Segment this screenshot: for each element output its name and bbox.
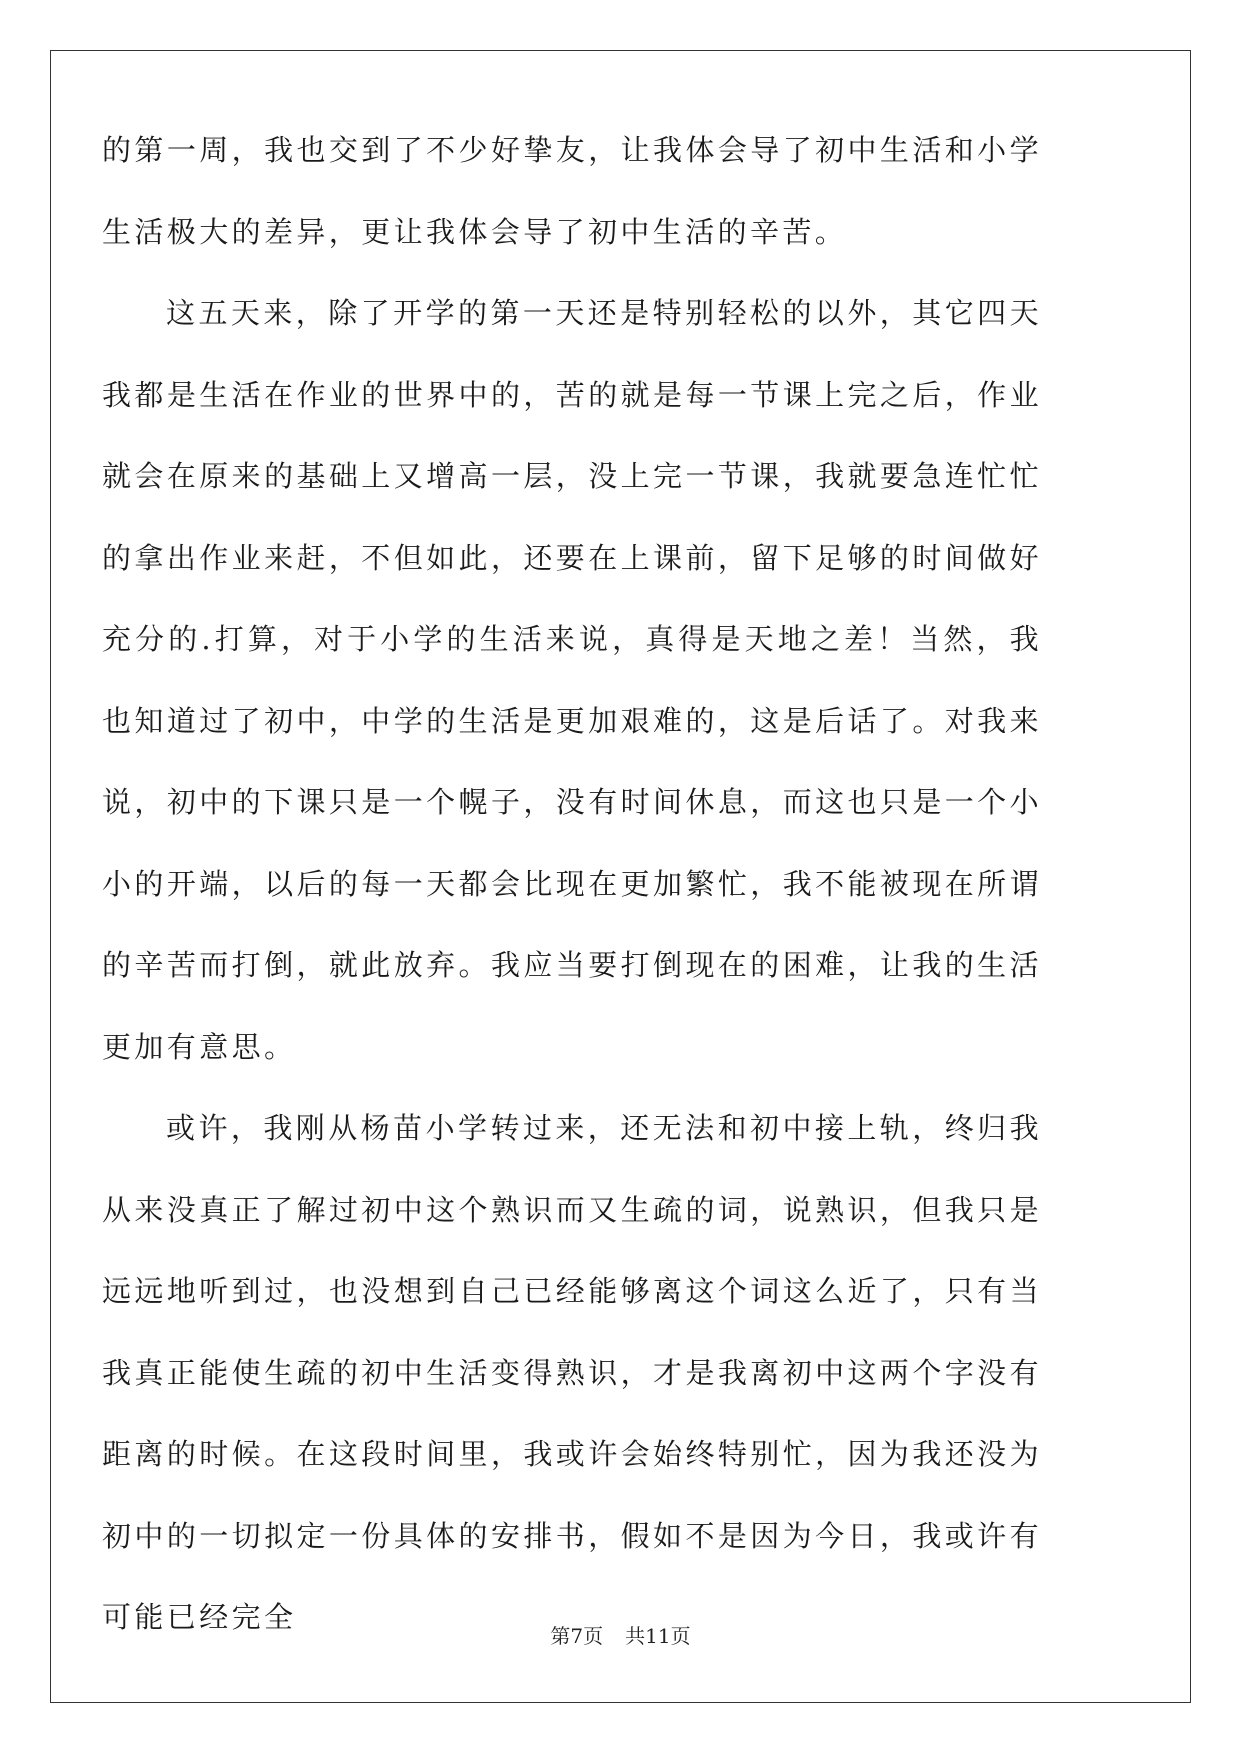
paragraph-1: 的第一周，我也交到了不少好挚友，让我体会导了初中生活和小学生活极大的差异，更让我体会导了初中生活的辛苦。 xyxy=(102,133,1042,249)
page-number: 第7页 xyxy=(550,1624,604,1648)
page-footer xyxy=(0,1620,1241,1649)
document-body xyxy=(102,110,1042,1659)
paragraph-3: 或许，我刚从杨苗小学转过来，还无法和初中接上轨，终归我从来没真正了解过初中这个熟识而又生疏的词，说熟识，但我只是远远地听到过，也没想到自己已经能够离这个词这么近了，只有当我真正能使生疏的初中生活变得熟识，才是我离初中这两个字没有距离的时候。在这段时间里，我或许会始终特别忙，因为我还没为初中的一切拟定一份具体的安排书，假如不是因为今日，我或许有可能已经完全 xyxy=(102,1111,1042,1634)
paragraph-2: 这五天来，除了开学的第一天还是特别轻松的以外，其它四天我都是生活在作业的世界中的，苦的就是每一节课上完之后，作业就会在原来的基础上又增高一层，没上完一节课，我就要急连忙忙的拿出作业来赶，不但如此，还要在上课前，留下足够的时间做好充分的.打算，对于小学的生活来说，真得是天地之差！当然，我也知道过了初中，中学的生活是更加艰难的，这是后话了。对我来说，初中的下课只是一个幌子，没有时间休息，而这也只是一个小小的开端，以后的每一天都会比现在更加繁忙，我不能被现在所谓的辛苦而打倒，就此放弃。我应当要打倒现在的困难，让我的生活更加有意思。 xyxy=(102,296,1042,1064)
page-total: 共11页 xyxy=(625,1624,691,1648)
